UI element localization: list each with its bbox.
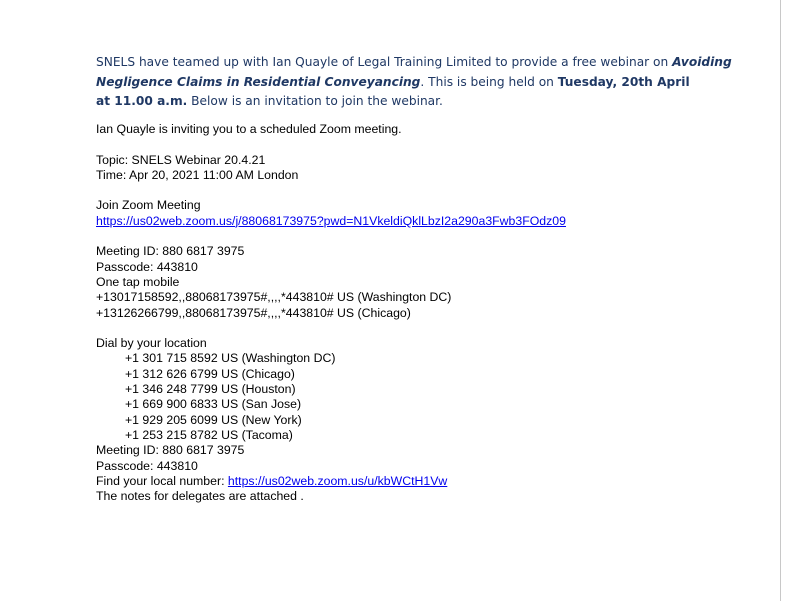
zoom-invitation bbox=[96, 122, 756, 504]
dial-line-san-jose: +1 669 900 6833 US (San Jose) bbox=[125, 397, 302, 412]
meeting-id: Meeting ID: 880 6817 3975 bbox=[96, 244, 245, 259]
local-number-link[interactable]: https://us02web.zoom.us/u/kbWCtH1Vw bbox=[227, 473, 448, 488]
webinar-title: Avoiding Negligence Claims in Residential Conveyancing bbox=[96, 55, 732, 89]
delegate-notes-line: The notes for delegates are attached . bbox=[96, 489, 304, 504]
inviting-line: Ian Quayle is inviting you to a scheduled Zoom meeting. bbox=[96, 122, 402, 136]
time-line: Time: Apr 20, 2021 11:00 AM London bbox=[96, 167, 299, 182]
tap-line-washington: +13017158592,,88068173975#,,,,*443810# US (Washington DC) bbox=[96, 290, 452, 305]
topic-line: Topic: SNELS Webinar 20.4.21 bbox=[96, 152, 266, 167]
passcode-2: Passcode: 443810 bbox=[96, 458, 198, 473]
dial-line-chicago: +1 312 626 6799 US (Chicago) bbox=[125, 366, 295, 381]
dial-line-new-york: +1 929 205 6099 US (New York) bbox=[125, 412, 302, 427]
tap-line-chicago: +13126266799,,88068173975#,,,,*443810# US (Chicago) bbox=[96, 305, 411, 320]
intro-paragraph bbox=[96, 53, 736, 112]
join-label: Join Zoom Meeting bbox=[96, 198, 201, 213]
intro-text-3: Below is an invitation to join the webinar. bbox=[187, 94, 443, 108]
page-edge-divider bbox=[780, 0, 781, 601]
webinar-date: Tuesday, 20th April bbox=[557, 74, 690, 89]
dial-line-houston: +1 346 248 7799 US (Houston) bbox=[125, 382, 296, 397]
webinar-time: at 11.00 a.m. bbox=[96, 94, 188, 108]
dial-label: Dial by your location bbox=[96, 336, 207, 351]
local-number-label: Find your local number: bbox=[96, 473, 228, 488]
join-meeting-link[interactable]: https://us02web.zoom.us/j/88068173975?pwd=N1VkeldiQklLbzI2a290a3Fwb3FOdz09 bbox=[96, 213, 566, 228]
intro-text-2: . This is being held on bbox=[420, 74, 558, 89]
local-number-line bbox=[96, 474, 756, 489]
dial-line-tacoma: +1 253 215 8782 US (Tacoma) bbox=[125, 427, 293, 442]
one-tap-label: One tap mobile bbox=[96, 274, 180, 289]
intro-text-1: SNELS have teamed up with Ian Quayle of Legal Training Limited to provide a free webinar on bbox=[96, 55, 669, 69]
passcode: Passcode: 443810 bbox=[96, 259, 198, 274]
dial-line-washington: +1 301 715 8592 US (Washington DC) bbox=[125, 351, 336, 366]
meeting-id-2: Meeting ID: 880 6817 3975 bbox=[96, 443, 245, 458]
